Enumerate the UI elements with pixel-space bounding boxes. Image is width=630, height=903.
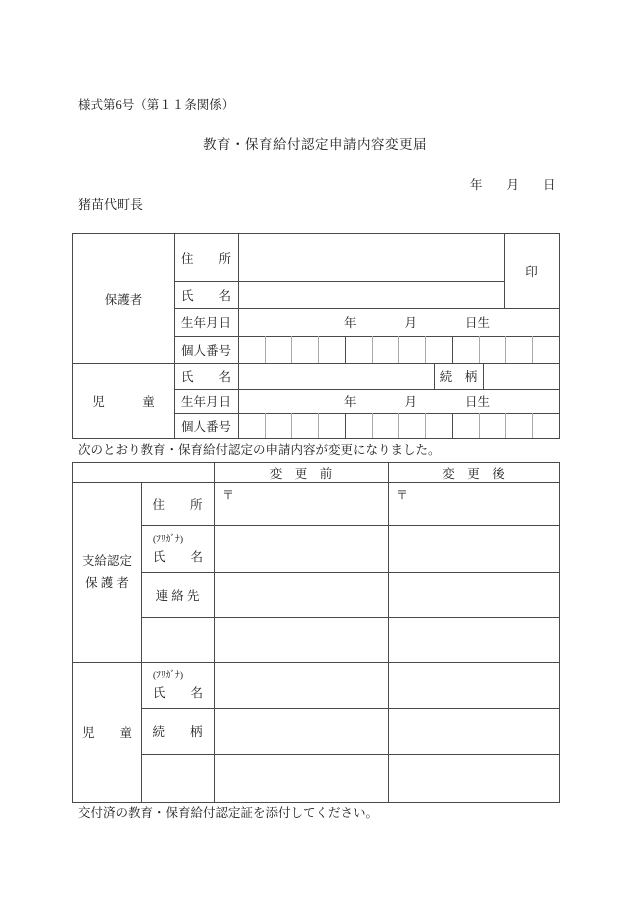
guardian-birthdate-label: 生年月日	[180, 316, 231, 330]
addressee: 猪苗代町長	[78, 197, 144, 212]
guardian-mynumber-grid	[238, 336, 559, 363]
child-birthdate-value	[238, 389, 559, 413]
guardian-extra-after-cell	[388, 617, 559, 662]
intro-text: 次のとおり教育・保育給付認定の申請内容が変更になりました。	[78, 443, 441, 457]
relation-row-label: 続 柄	[152, 725, 203, 739]
guardian-name-value	[238, 281, 504, 308]
child-name-row-label	[141, 662, 214, 708]
date-month-label: 月	[506, 178, 520, 192]
child-name-value	[238, 363, 434, 389]
guardian-address-label: 住 所	[180, 251, 231, 266]
name-label: 氏 名	[153, 549, 204, 564]
guardian-name-label: 氏 名	[180, 288, 231, 303]
contact-row-label: 連 絡 先	[155, 588, 200, 603]
relation-before-cell	[214, 708, 388, 754]
header-before: 変 更 前	[269, 466, 333, 481]
child-name-label: 氏 名	[180, 370, 231, 384]
guardian-address-value	[238, 234, 504, 281]
contact-after-cell	[388, 572, 559, 617]
page-title: 教育・保育給付認定申請内容変更届	[203, 137, 427, 152]
child-relation-label: 続 柄	[439, 370, 478, 384]
year-label: 年	[344, 316, 357, 330]
applicant-label-line1: 支給認定	[81, 554, 132, 568]
header-after: 変 更 後	[442, 466, 505, 481]
postal-mark: 〒	[396, 488, 409, 502]
year-label: 年	[344, 395, 357, 409]
child-mynumber-grid	[238, 413, 559, 438]
guardian-name-before-cell	[214, 525, 388, 572]
child-name-after-cell	[388, 662, 559, 708]
postal-mark: 〒	[222, 488, 235, 502]
form-number: 様式第6号（第１１条関係）	[78, 98, 235, 112]
address-before-cell	[214, 482, 388, 525]
day-born-label: 日生	[465, 395, 491, 409]
child-name-before-cell	[214, 662, 388, 708]
child-section-label: 児 童	[92, 394, 155, 409]
furigana-label: (ﾌﾘｶﾞﾅ)	[153, 671, 184, 681]
name-label: 氏 名	[153, 686, 204, 700]
guardian-name-row-label	[141, 525, 214, 572]
seal-cell: 印	[525, 265, 538, 279]
date-day-label: 日	[543, 178, 556, 192]
child-extra-after-cell	[388, 754, 559, 802]
day-born-label: 日生	[465, 316, 491, 330]
relation-after-cell	[388, 708, 559, 754]
date-year-label: 年	[470, 178, 483, 192]
month-label: 月	[404, 395, 418, 409]
applicant-table	[72, 233, 560, 439]
footer-note: 交付済の教育・保育給付認定証を添付してください。	[78, 806, 379, 820]
guardian-name-after-cell	[388, 525, 559, 572]
child-relation-value	[483, 363, 559, 389]
child-mynumber-label: 個人番号	[180, 419, 231, 434]
address-row-label: 住 所	[152, 497, 203, 512]
applicant-label-line2: 保 護 者	[85, 576, 129, 590]
applicant-section-label	[73, 482, 141, 662]
child-birthdate-label: 生年月日	[180, 395, 231, 409]
date-line	[470, 175, 556, 193]
guardian-birthdate-value	[238, 308, 559, 336]
contact-before-cell	[214, 572, 388, 617]
furigana-label: (ﾌﾘｶﾞﾅ)	[153, 534, 184, 545]
child-section-label: 児 童	[81, 726, 132, 740]
change-table	[72, 462, 560, 803]
month-label: 月	[404, 316, 418, 330]
guardian-section-label: 保護者	[104, 292, 143, 307]
child-extra-before-cell	[214, 754, 388, 802]
guardian-mynumber-label: 個人番号	[180, 343, 231, 358]
address-after-cell	[388, 482, 559, 525]
guardian-extra-before-cell	[214, 617, 388, 662]
